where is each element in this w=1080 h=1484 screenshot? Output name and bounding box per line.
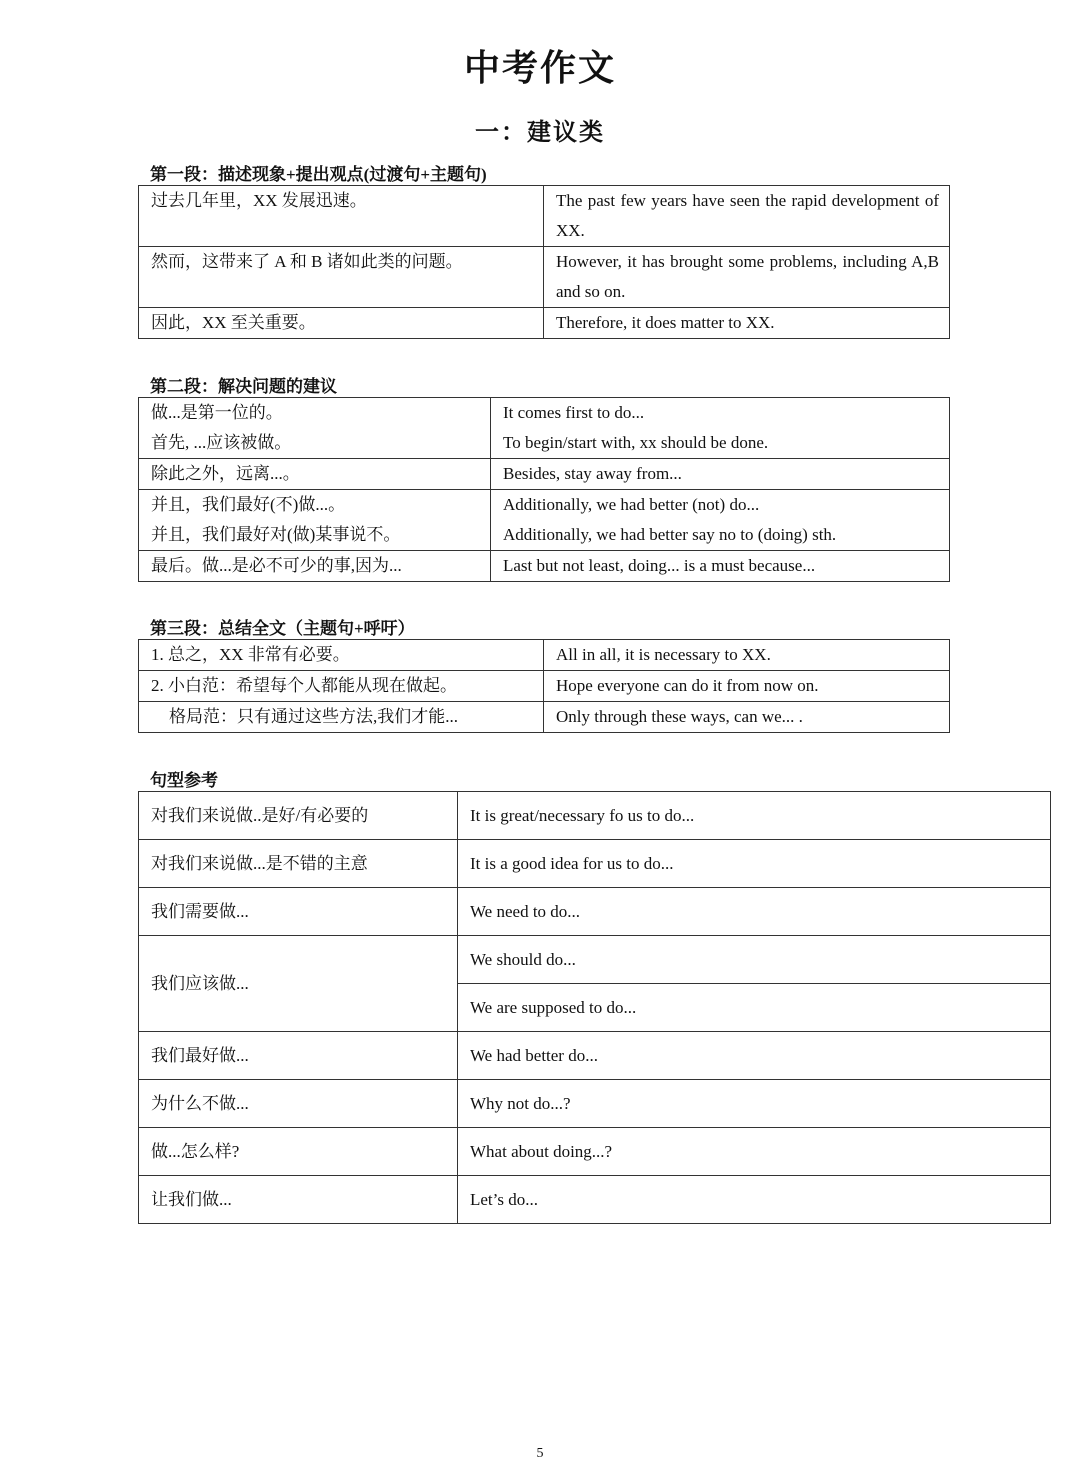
- en-cell: All in all, it is necessary to XX.: [544, 640, 950, 671]
- en-cell: However, it has brought some problems, including A,B and so on.: [544, 247, 950, 308]
- en-line: Additionally, we had better say no to (doing) sth.: [503, 525, 837, 544]
- sentence-pattern-table: [138, 791, 1051, 1224]
- en-line: Last but not least, doing... is a must because...: [503, 556, 816, 575]
- cn-cell: 然而，这带来了 A 和 B 诸如此类的问题。: [139, 247, 544, 308]
- en-cell: [491, 551, 950, 582]
- en-cell: [491, 459, 950, 490]
- en-cell: What about doing...?: [458, 1128, 1051, 1176]
- cn-cell: 让我们做...: [139, 1176, 458, 1224]
- table-row: [139, 459, 950, 490]
- table-row: [139, 1128, 1051, 1176]
- en-cell: We had better do...: [458, 1032, 1051, 1080]
- table-row: [139, 936, 1051, 984]
- cn-cell: 我们应该做...: [139, 936, 458, 1032]
- cn-line: 并且，我们最好对(做)某事说不。: [151, 525, 401, 544]
- cn-cell: 我们需要做...: [139, 888, 458, 936]
- table-row: [139, 1032, 1051, 1080]
- page-number: 5: [536, 1446, 544, 1461]
- en-cell: [491, 398, 950, 459]
- cn-cell: 格局范：只有通过这些方法,我们才能...: [139, 702, 544, 733]
- table-row: [139, 671, 950, 702]
- cn-line: 最后。做...是必不可少的事,因为...: [151, 556, 402, 575]
- category-subtitle: 一：建议类: [475, 120, 605, 146]
- table-row: [139, 888, 1051, 936]
- cn-line: 做...是第一位的。: [151, 403, 283, 422]
- page-title: 中考作文: [463, 48, 616, 88]
- en-cell: Why not do...?: [458, 1080, 1051, 1128]
- section3-table: [138, 639, 950, 733]
- cn-cell: [139, 398, 491, 459]
- cn-line: 并且，我们最好(不)做...。: [151, 495, 346, 514]
- cn-cell: [139, 490, 491, 551]
- section1-table: [138, 185, 950, 339]
- en-cell: Only through these ways, can we... .: [544, 702, 950, 733]
- table-row: [139, 551, 950, 582]
- cn-cell: [139, 459, 491, 490]
- table-row: [139, 640, 950, 671]
- cn-cell: 过去几年里，XX 发展迅速。: [139, 186, 544, 247]
- en-cell: [491, 490, 950, 551]
- table-row: [139, 490, 950, 551]
- en-cell: We need to do...: [458, 888, 1051, 936]
- en-line: It comes first to do...: [503, 403, 645, 422]
- cn-cell: 2. 小白范：希望每个人都能从现在做起。: [139, 671, 544, 702]
- table-row: [139, 186, 950, 247]
- en-cell: Therefore, it does matter to XX.: [544, 308, 950, 339]
- en-cell: We are supposed to do...: [458, 984, 1051, 1032]
- section2-table: [138, 397, 950, 582]
- section4-heading: 句型参考: [150, 771, 218, 790]
- table-row: [139, 702, 950, 733]
- table-row: [139, 1080, 1051, 1128]
- cn-cell: 对我们来说做..是好/有必要的: [139, 792, 458, 840]
- section3-heading: 第三段：总结全文（主题句+呼吁）: [150, 619, 415, 638]
- table-row: [139, 308, 950, 339]
- en-cell: It is great/necessary fo us to do...: [458, 792, 1051, 840]
- en-line: Besides, stay away from...: [503, 464, 682, 483]
- section1-heading: 第一段：描述现象+提出观点(过渡句+主题句): [150, 165, 487, 184]
- en-cell: Let’s do...: [458, 1176, 1051, 1224]
- table-row: [139, 792, 1051, 840]
- en-cell: Hope everyone can do it from now on.: [544, 671, 950, 702]
- en-line: Additionally, we had better (not) do...: [503, 495, 760, 514]
- section2-heading: 第二段：解决问题的建议: [150, 377, 337, 396]
- table-row: [139, 1176, 1051, 1224]
- table-row: [139, 398, 950, 459]
- cn-cell: 为什么不做...: [139, 1080, 458, 1128]
- cn-cell: 1. 总之，XX 非常有必要。: [139, 640, 544, 671]
- table-row: [139, 840, 1051, 888]
- en-cell: It is a good idea for us to do...: [458, 840, 1051, 888]
- cn-cell: 因此，XX 至关重要。: [139, 308, 544, 339]
- en-cell: We should do...: [458, 936, 1051, 984]
- table-row: [139, 247, 950, 308]
- en-line: To begin/start with, xx should be done.: [503, 433, 769, 452]
- cn-cell: 对我们来说做...是不错的主意: [139, 840, 458, 888]
- cn-cell: [139, 551, 491, 582]
- en-cell: The past few years have seen the rapid development of XX.: [544, 186, 950, 247]
- cn-line: 除此之外，远离...。: [151, 464, 300, 483]
- cn-line: 首先, ...应该被做。: [151, 433, 292, 452]
- cn-cell: 我们最好做...: [139, 1032, 458, 1080]
- cn-cell: 做...怎么样?: [139, 1128, 458, 1176]
